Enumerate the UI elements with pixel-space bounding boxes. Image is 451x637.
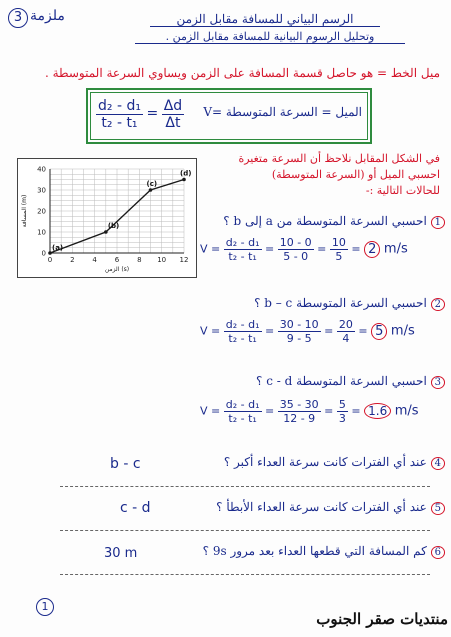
question-4-prompt: 4 عند أي الفترات كانت سرعة العداء أكبر ؟	[180, 455, 445, 470]
y-tick-label: 30	[37, 186, 46, 195]
question-2-work: V = $\frac{\text{d₂ - d₁}}{\text{t₂ - t₁}}$ = $\frac{30 - 10}{9 - 5}$ = $\frac{20}{4}$ = 5 m/s	[200, 318, 415, 345]
x-tick-label: 12	[179, 256, 189, 264]
page-title-line2: وتحليل الرسوم البيانية للمسافة مقابل الزمن .	[135, 30, 405, 44]
y-axis-title: المسافة (m)	[21, 194, 28, 228]
question-6-answer-line	[60, 574, 430, 575]
x-tick-label: 10	[157, 256, 167, 264]
page-title-line1: الرسم البياني للمسافة مقابل الزمن	[150, 12, 380, 27]
q3-result: 1.6	[364, 403, 391, 419]
question-6-answer: 30 m	[104, 546, 138, 561]
formula-delta-fraction: $\frac{\Delta d}{\Delta t}$	[163, 98, 183, 131]
data-point	[104, 230, 108, 234]
point-label: (c)	[146, 180, 158, 188]
y-tick-label: 40	[37, 165, 46, 174]
distance-time-chart	[18, 159, 196, 277]
question-2-prompt: 2 احسبي السرعة المتوسطة b – c ؟	[200, 296, 445, 311]
x-tick-label: 0	[47, 256, 53, 264]
y-tick-label: 10	[37, 228, 46, 237]
point-label: (a)	[52, 244, 64, 252]
graph-frame	[17, 158, 197, 278]
instruction-line1: في الشكل المقابل نلاحظ أن السرعة متغيرة	[238, 152, 440, 165]
page-number-circle	[36, 598, 54, 616]
y-tick-label: 0	[41, 249, 46, 258]
q2-unit: m/s	[390, 323, 415, 339]
forum-watermark: منتديات صقر الجنوب	[316, 610, 448, 628]
q2-result: 5	[371, 323, 387, 340]
question-5-number: 5	[431, 502, 445, 515]
instruction-line3: للحالات التالية :-	[365, 184, 440, 197]
q2-frac-values: $\frac{30 - 10}{9 - 5}$	[279, 318, 319, 345]
q1-frac-values: $\frac{10 - 0}{5 - 0}$	[279, 236, 312, 263]
q3-frac-values: $\frac{35 - 30}{12 - 9}$	[279, 398, 319, 425]
q1-result: 2	[364, 241, 380, 258]
q1-frac-general: $\frac{\text{d₂ - d₁}}{\text{t₂ - t₁}}$	[225, 236, 260, 263]
q1-unit: m/s	[383, 241, 408, 257]
question-1-prompt: 1 احسبي السرعة المتوسطة من a إلى b ؟	[220, 214, 445, 229]
data-point	[149, 188, 153, 192]
q3-frac-simplified: $\frac{5}{3}$	[338, 398, 346, 425]
question-2-number: 2	[431, 298, 445, 311]
sheet-label: ملزمة	[30, 8, 65, 24]
formula-left-label: الميل = السرعة المتوسطة =V	[203, 105, 362, 119]
sheet-number-circle	[8, 8, 28, 28]
question-5-prompt: 5 عند أي الفترات كانت سرعة العداء الأبطأ ؟	[180, 500, 445, 515]
question-6-prompt: 6 كم المسافة التي قطعها العداء بعد مرور 9s ؟	[160, 544, 445, 559]
q1-frac-simplified: $\frac{10}{5}$	[331, 236, 346, 263]
point-label: (d)	[180, 169, 192, 178]
question-3-prompt: 3 احسبي السرعة المتوسطة c - d ؟	[200, 374, 445, 389]
question-6-number: 6	[431, 546, 445, 559]
q3-unit: m/s	[394, 403, 419, 419]
x-tick-label: 4	[92, 256, 97, 264]
question-1-number: 1	[431, 216, 445, 229]
point-label: (b)	[107, 222, 120, 230]
question-1-work: V = $\frac{\text{d₂ - d₁}}{\text{t₂ - t₁}}$ = $\frac{10 - 0}{5 - 0}$ = $\frac{10}{5}$ = 2 m/s	[200, 236, 408, 263]
instruction-line2: احسبي الميل أو (السرعة المتوسطة)	[271, 168, 440, 181]
question-4-answer: b - c	[110, 456, 141, 472]
formula-box: $\frac{\text{d₂ - d₁}}{\text{t₂ - t₁}}$ = $\frac{\Delta d}{\Delta t}$ الميل = السرعة المتوسطة =V	[86, 88, 372, 144]
y-tick-label: 20	[37, 207, 46, 216]
q3-frac-general: $\frac{\text{d₂ - d₁}}{\text{t₂ - t₁}}$	[225, 398, 260, 425]
formula-right-fraction: $\frac{\text{d₂ - d₁}}{\text{t₂ - t₁}}$	[98, 98, 141, 131]
x-tick-label: 6	[114, 256, 120, 264]
q2-frac-simplified: $\frac{20}{4}$	[338, 318, 353, 345]
question-5-answer: c - d	[120, 500, 151, 516]
slope-definition: ميل الخط = هو حاصل قسمة المسافة على الزمن ويساوي السرعة المتوسطة .	[44, 66, 440, 80]
question-5-answer-line	[60, 530, 430, 531]
q2-frac-general: $\frac{\text{d₂ - d₁}}{\text{t₂ - t₁}}$	[225, 318, 260, 345]
question-4-number: 4	[431, 457, 445, 470]
x-tick-label: 2	[70, 256, 75, 264]
page-number: 1	[41, 600, 49, 613]
sheet-number: 3	[13, 10, 23, 25]
x-axis-title: الزمن (s)	[104, 266, 130, 273]
data-point	[182, 178, 186, 182]
question-3-number: 3	[431, 376, 445, 389]
question-3-work: V = $\frac{\text{d₂ - d₁}}{\text{t₂ - t₁}}$ = $\frac{35 - 30}{12 - 9}$ = $\frac{5}{3}$ = 1.6 m/s	[200, 398, 419, 425]
x-tick-label: 8	[137, 256, 142, 264]
question-4-answer-line	[60, 486, 430, 487]
